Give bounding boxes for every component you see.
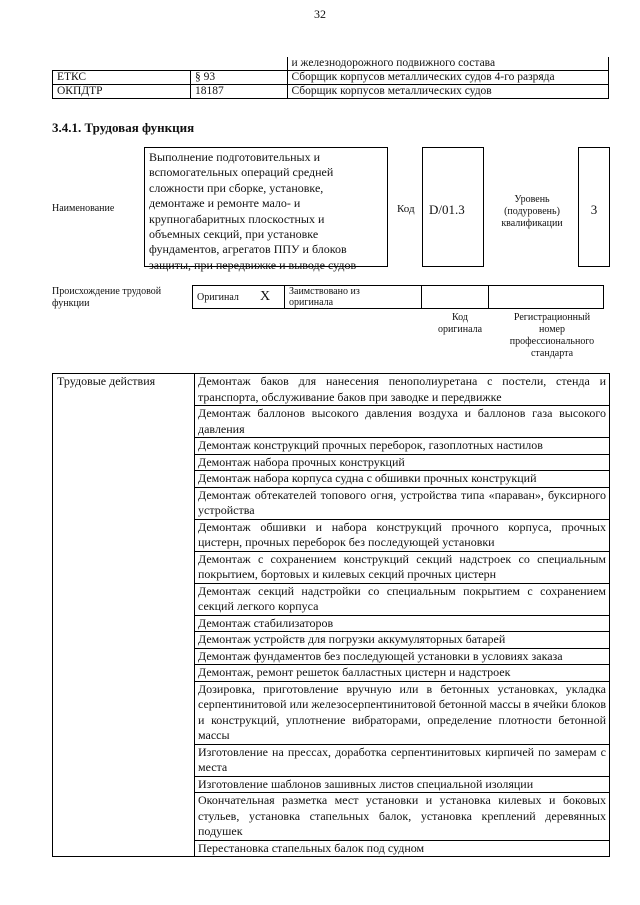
labor-action-item: Изготовление шаблонов зашивных листов специальной изоляции: [195, 776, 610, 793]
level-box: [578, 147, 610, 267]
ref-title: и железнодорожного подвижного состава: [287, 57, 609, 71]
labor-action-item: Демонтаж устройств для погрузки аккумуляторных батарей: [195, 632, 610, 649]
name-label: Наименование: [52, 203, 115, 214]
reference-table: [52, 57, 609, 99]
ref-code: [191, 57, 288, 71]
function-name-line: фундаментов, агрегатов ППУ и блоков: [149, 242, 347, 257]
reg-number-cell: [489, 286, 604, 309]
borrowed-label-line: оригинала: [289, 297, 334, 308]
reg-number-line: Регистрационный: [513, 312, 591, 323]
code-original-cell: [422, 286, 489, 309]
reg-number-line: стандарта: [530, 348, 574, 359]
origin-label-line: функции: [52, 298, 90, 309]
code-original-line: Код: [452, 312, 468, 323]
function-name-line: крупногабаритных плоскостных и: [149, 211, 325, 226]
ref-title: Сборщик корпусов металлических судов 4-го разряда: [287, 71, 609, 85]
page-number: 32: [314, 7, 326, 21]
labor-action-item: Демонтаж секций надстройки со специальным покрытием с сохранением секций легкого корпуса: [195, 583, 610, 615]
original-label: Оригинал: [193, 286, 257, 309]
labor-actions-table: [52, 373, 610, 857]
function-name-line: вспомогательных операций средней: [149, 165, 334, 180]
labor-action-item: Демонтаж стабилизаторов: [195, 615, 610, 632]
table-row: [53, 71, 609, 85]
function-name-line: сложности при сборке, установке,: [149, 180, 324, 195]
code-original-label: [426, 312, 494, 336]
borrowed-label: [285, 286, 422, 309]
labor-actions-label: Трудовые действия: [53, 374, 195, 857]
ref-title: Сборщик корпусов металлических судов: [287, 85, 609, 99]
labor-action-item: Демонтаж обтекателей топового огня, устройства типа «параван», буксирного устройства: [195, 487, 610, 519]
labor-action-item: Демонтаж с сохранением конструкций секций надстроек со специальным покрытием, бортовых и килевых секций прочных цистерн: [195, 551, 610, 583]
function-name-line: объемных секций, при установке: [149, 227, 319, 242]
level-label-line: Уровень: [514, 194, 550, 205]
origin-label-line: Происхождение трудовой: [52, 286, 162, 297]
table-row: [53, 57, 609, 71]
function-name-box: [144, 147, 388, 272]
labor-action-item: Демонтаж набора корпуса судна с обшивки прочных конструкций: [195, 471, 610, 488]
table-row: [53, 85, 609, 99]
labor-action-item: Демонтаж баллонов высокого давления воздуха и баллонов газа высокого давления: [195, 406, 610, 438]
origin-table: [192, 285, 604, 309]
reg-number-line: профессионального: [509, 336, 595, 347]
reg-number-label: [494, 312, 610, 360]
labor-action-item: Демонтаж баков для нанесения пенополиуретана с постели, стенда и транспорта, обслуживание баков при заводке и передвижке: [195, 374, 610, 406]
labor-action-item: Дозировка, приготовление вручную или в бетонных установках, укладка серпентинитовой или железосерпентинитовой бетонной массы в ячейки блоков и конструкций, уплотнение вибраторами, определение плотности бетонной массы: [195, 681, 610, 744]
ref-code-system: [53, 57, 191, 71]
origin-label: [52, 286, 161, 310]
function-name-line: защиты, при передвижке и выводе судов: [149, 257, 357, 272]
level-label-line: (подуровень): [504, 206, 560, 217]
labor-action-item: Демонтаж обшивки и набора конструкций прочного корпуса, прочных цистерн, прочных переборок без последующей установки: [195, 519, 610, 551]
function-name-line: Выполнение подготовительных и: [149, 150, 320, 164]
code-label: Код: [397, 203, 415, 215]
labor-action-item: Демонтаж конструкций прочных переборок, газоплотных настилов: [195, 438, 610, 455]
ref-code-system: ОКПДТР: [53, 85, 191, 99]
table-row: [193, 286, 604, 309]
function-name-line: демонтаже и ремонте мало- и: [149, 196, 301, 211]
labor-action-item: Демонтаж, ремонт решеток балластных цистерн и надстроек: [195, 665, 610, 682]
table-row: [53, 374, 610, 406]
level-label-line: квалификации: [501, 218, 563, 229]
labor-action-item: Изготовление на прессах, доработка серпентинитовых кирпичей по замерам с места: [195, 744, 610, 776]
ref-code-system: ЕТКС: [53, 71, 191, 85]
ref-code: 18187: [191, 85, 288, 99]
level-value: 3: [590, 202, 598, 217]
labor-action-item: Перестановка стапельных балок под судном: [195, 840, 610, 857]
labor-action-item: Демонтаж фундаментов без последующей установки в условиях заказа: [195, 648, 610, 665]
section-title: 3.4.1. Трудовая функция: [52, 120, 195, 135]
original-mark: X: [256, 286, 285, 309]
ref-code: § 93: [191, 71, 288, 85]
borrowed-label-line: Заимствовано из: [289, 286, 360, 297]
code-original-line: оригинала: [437, 324, 483, 335]
code-value: D/01.3: [429, 202, 465, 217]
labor-action-item: Окончательная разметка мест установки и установка килевых и боковых стульев, установка стапельных балок, установка креплений деревянных подушек: [195, 793, 610, 841]
code-box: [422, 147, 484, 267]
reg-number-line: номер: [539, 324, 565, 335]
labor-action-item: Демонтаж набора прочных конструкций: [195, 454, 610, 471]
qualification-level-label: [492, 194, 572, 230]
